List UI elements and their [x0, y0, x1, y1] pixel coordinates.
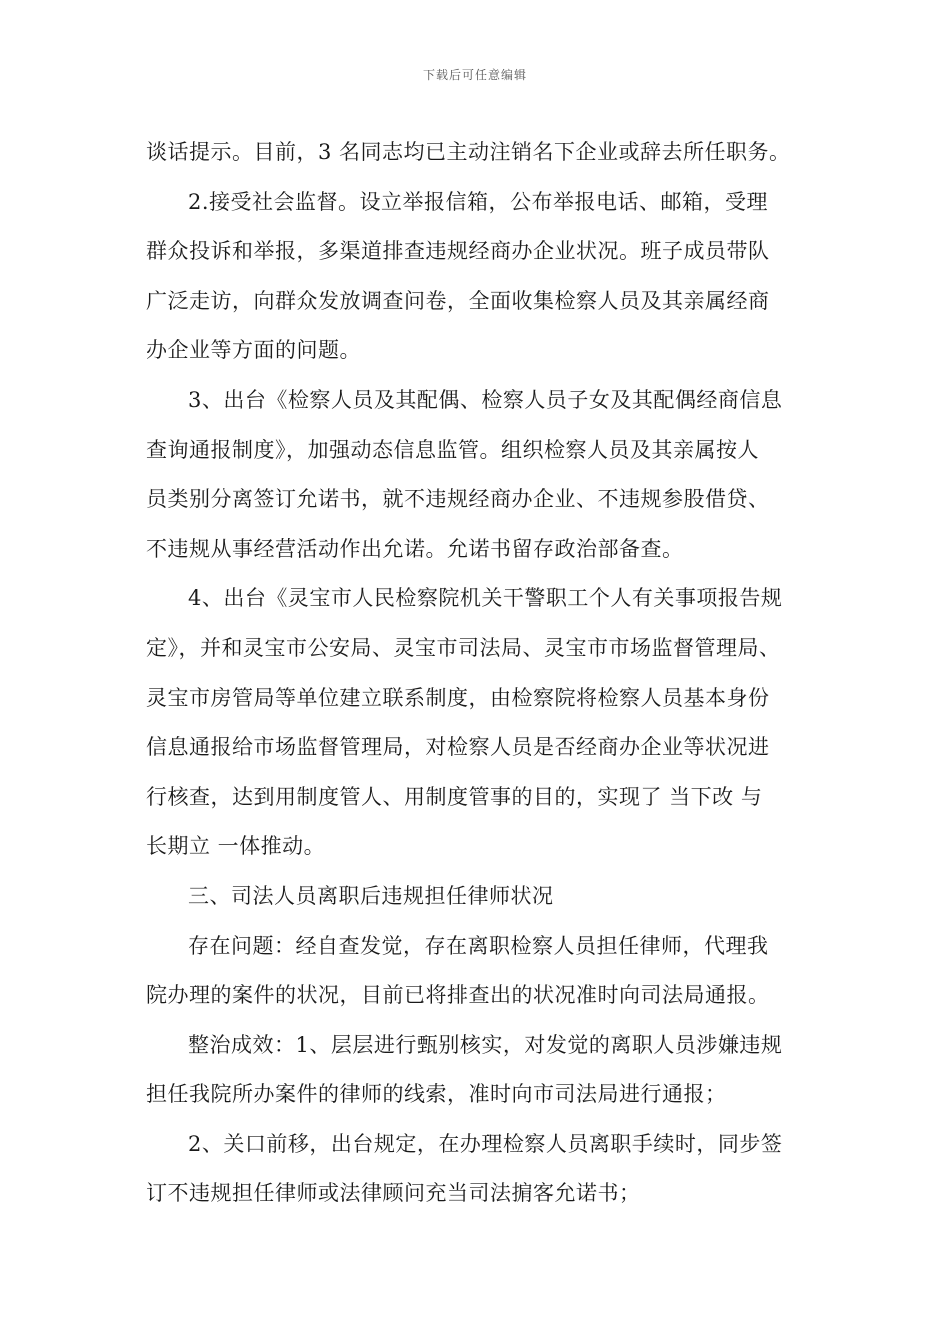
- text-line: 院办理的案件的状况，目前已将排查出的状况准时向司法局通报。: [146, 983, 770, 1008]
- text-line: 灵宝市房管局等单位建立联系制度，由检察院将检察人员基本身份: [146, 685, 770, 710]
- text-line: 信息通报给市场监督管理局，对检察人员是否经商办企业等状况进: [146, 735, 770, 760]
- text-line: 2、关口前移，出台规定，在办理检察人员离职手续时，同步签: [188, 1131, 783, 1156]
- text-line: 4、出台《灵宝市人民检察院机关干警职工个人有关事项报告规: [188, 586, 783, 611]
- text-line: 员类别分离签订允诺书，就不违规经商办企业、不违规参股借贷、: [146, 487, 770, 512]
- text-line: 查询通报制度》，加强动态信息监管。组织检察人员及其亲属按人: [146, 437, 759, 462]
- text-line: 谈话提示。目前，3 名同志均已主动注销名下企业或辞去所任职务。: [146, 140, 791, 164]
- text-line: 存在问题：经自查发觉，存在离职检察人员担任律师，代理我: [188, 933, 769, 958]
- text-line: 订不违规担任律师或法律顾问充当司法掮客允诺书；: [146, 1181, 641, 1206]
- text-line: 办企业等方面的问题。: [146, 338, 361, 363]
- text-line: 3、出台《检察人员及其配偶、检察人员子女及其配偶经商信息: [188, 387, 783, 412]
- text-line: 广泛走访，向群众发放调查问卷，全面收集检察人员及其亲属经商: [146, 288, 770, 313]
- text-line: 整治成效：1、层层进行甄别核实，对发觉的离职人员涉嫌违规: [188, 1032, 783, 1057]
- text-line: 2.接受社会监督。设立举报信箱，公布举报电话、邮箱，受理: [188, 189, 769, 214]
- text-line: 群众投诉和举报，多渠道排查违规经商办企业状况。班子成员带队: [146, 239, 770, 264]
- text-line: 担任我院所办案件的律师的线索，准时向市司法局进行通报；: [146, 1082, 727, 1107]
- page-header-note: 下载后可任意编辑: [422, 68, 527, 82]
- text-line: 不违规从事经营活动作出允诺。允诺书留存政治部备查。: [146, 536, 684, 561]
- text-line: 长期立 一体推动。: [146, 834, 326, 859]
- text-line: 三、司法人员离职后违规担任律师状况: [188, 883, 554, 908]
- text-line: 定》，并和灵宝市公安局、灵宝市司法局、灵宝市市场监督管理局、: [146, 635, 781, 660]
- document-body: [146, 128, 816, 1219]
- text-line: 行核查，达到用制度管人、用制度管事的目的，实现了 当下改 与: [146, 784, 763, 809]
